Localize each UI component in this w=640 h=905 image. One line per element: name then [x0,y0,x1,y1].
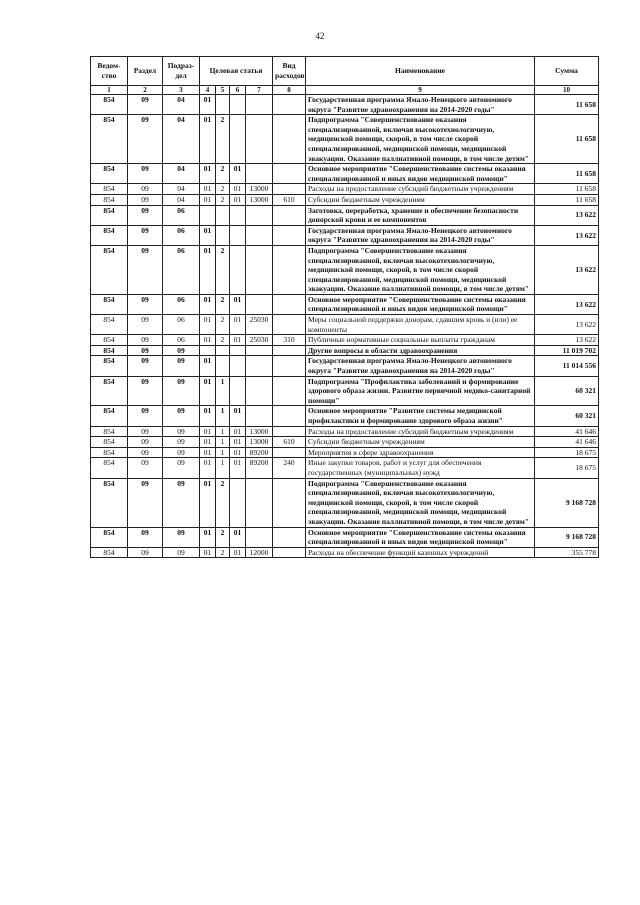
header-row [91,57,599,86]
cell-expense-type [273,205,306,225]
cell-sum: 13 622 [535,225,599,245]
cell-subprogram: 2 [216,294,230,314]
cell-expense-type [273,356,306,376]
cell-name: Подпрограмма "Совершенствование оказания специализированной, включая высокотехнологичную, медицинской помощи, скорой, в том числе скорой специализированной, медицинской помощи, медицинской эвакуации. Оказание паллиативной помощи, в том числе детям" [306,115,535,164]
cell-name: Основное мероприятие "Развитие системы медицинской профилактики и формирование здорового образа жизни" [306,406,535,426]
table-row [91,345,599,356]
cell-expense-type [273,315,306,335]
cell-sum: 13 622 [535,205,599,225]
cell-vedomstvo: 854 [91,437,128,448]
cell-vedomstvo: 854 [91,294,128,314]
table-row [91,437,599,448]
table-row [91,225,599,245]
cell-program: 01 [200,115,216,164]
cell-expense-type [273,376,306,406]
cell-subprogram: 2 [216,194,230,205]
cell-program: 01 [200,458,216,478]
cell-vedomstvo: 854 [91,205,128,225]
cell-vedomstvo: 854 [91,426,128,437]
cell-vedomstvo: 854 [91,478,128,527]
cell-event [230,376,246,406]
col-number: 1 [91,86,128,95]
cell-program: 01 [200,437,216,448]
cell-razdel: 09 [128,184,163,195]
cell-podrazdel: 09 [163,426,200,437]
cell-program: 01 [200,376,216,406]
cell-event: 01 [230,194,246,205]
cell-subprogram: 1 [216,458,230,478]
cell-podrazdel: 04 [163,194,200,205]
cell-razdel: 09 [128,345,163,356]
cell-vedomstvo: 854 [91,184,128,195]
cell-program: 01 [200,356,216,376]
cell-razdel: 09 [128,426,163,437]
cell-podrazdel: 06 [163,335,200,346]
cell-razdel: 09 [128,194,163,205]
cell-expense-type: 240 [273,458,306,478]
cell-vedomstvo: 854 [91,527,128,547]
cell-expense-type: 610 [273,194,306,205]
cell-sum: 11 658 [535,115,599,164]
cell-expense-type [273,164,306,184]
cell-razdel: 09 [128,406,163,426]
cell-subprogram [216,225,230,245]
cell-name: Заготовка, переработка, хранение и обеспечение безопасности донорской крови и ее компонентов [306,205,535,225]
cell-direction [246,376,273,406]
cell-direction [246,205,273,225]
cell-direction [246,95,273,115]
cell-name: Основное мероприятие "Совершенствование системы оказания специализированной и иных видов медицинской помощи" [306,164,535,184]
budget-table [90,56,599,558]
cell-program: 01 [200,478,216,527]
cell-program: 01 [200,335,216,346]
cell-name: Субсидии бюджетным учреждениям [306,194,535,205]
cell-sum: 13 622 [535,245,599,294]
table-row [91,115,599,164]
cell-event [230,356,246,376]
cell-name: Расходы на обеспечение функций казенных учреждений [306,547,535,558]
page-number: 42 [315,31,325,41]
cell-subprogram: 2 [216,245,230,294]
cell-event: 01 [230,294,246,314]
col-number: 8 [273,86,306,95]
cell-razdel: 09 [128,315,163,335]
cell-expense-type [273,547,306,558]
cell-expense-type [273,184,306,195]
cell-vedomstvo: 854 [91,315,128,335]
cell-podrazdel: 06 [163,205,200,225]
cell-direction [246,294,273,314]
cell-podrazdel: 04 [163,184,200,195]
cell-sum: 13 622 [535,335,599,346]
col-number: 3 [163,86,200,95]
cell-expense-type [273,406,306,426]
cell-name: Подпрограмма "Совершенствование оказания специализированной, включая высокотехнологичную, медицинской помощи, скорой, в том числе скорой специализированной, медицинской помощи, медицинской эвакуации. Оказание паллиативной помощи, в том числе детям" [306,478,535,527]
cell-podrazdel: 09 [163,345,200,356]
cell-program [200,205,216,225]
cell-razdel: 09 [128,376,163,406]
cell-name: Подпрограмма "Профилактика заболеваний и формирование здорового образа жизни. Развитие первичной медико-санитарной помощи" [306,376,535,406]
cell-name: Основное мероприятие "Совершенствование системы оказания специализированной и иных видов медицинской помощи" [306,527,535,547]
cell-sum: 18 675 [535,458,599,478]
table-row [91,95,599,115]
col-number: 4 [200,86,216,95]
cell-name: Меры социальной поддержки донорам, сдавшим кровь и (или) ее компоненты [306,315,535,335]
cell-event: 01 [230,458,246,478]
cell-program: 01 [200,426,216,437]
cell-podrazdel: 04 [163,95,200,115]
cell-sum: 60 321 [535,406,599,426]
cell-razdel: 09 [128,115,163,164]
cell-sum: 41 646 [535,437,599,448]
cell-program: 01 [200,447,216,458]
cell-event: 01 [230,184,246,195]
cell-podrazdel: 09 [163,478,200,527]
column-number-row [91,86,599,95]
cell-event [230,205,246,225]
cell-event: 01 [230,437,246,448]
table-row [91,335,599,346]
cell-expense-type [273,294,306,314]
cell-direction [246,345,273,356]
table-row [91,547,599,558]
col-number: 7 [246,86,273,95]
cell-name: Государственная программа Ямало-Ненецкого автономного округа "Развитие здравоохранения на 2014-2020 годы" [306,225,535,245]
cell-expense-type [273,426,306,437]
cell-program: 01 [200,164,216,184]
cell-event: 01 [230,315,246,335]
col-number: 5 [216,86,230,95]
cell-direction [246,356,273,376]
header-vedomstvo: Ведом-ство [91,57,128,86]
header-vid: Вид расходов [273,57,306,86]
cell-name: Субсидии бюджетным учреждениям [306,437,535,448]
cell-program: 01 [200,294,216,314]
table-row [91,447,599,458]
header-name: Наименование [306,57,535,86]
cell-direction: 13000 [246,184,273,195]
cell-podrazdel: 06 [163,294,200,314]
cell-razdel: 09 [128,95,163,115]
cell-subprogram: 2 [216,527,230,547]
cell-expense-type [273,447,306,458]
cell-sum: 11 658 [535,184,599,195]
cell-vedomstvo: 854 [91,376,128,406]
cell-vedomstvo: 854 [91,225,128,245]
cell-podrazdel: 09 [163,447,200,458]
cell-razdel: 09 [128,447,163,458]
cell-direction: 89200 [246,447,273,458]
cell-direction: 89200 [246,458,273,478]
cell-name: Государственная программа Ямало-Ненецкого автономного округа "Развитие здравоохранения на 2014-2020 годы" [306,95,535,115]
cell-direction: 12000 [246,547,273,558]
cell-direction: 25030 [246,335,273,346]
cell-podrazdel: 09 [163,356,200,376]
col-number: 2 [128,86,163,95]
cell-expense-type [273,345,306,356]
cell-name: Государственная программа Ямало-Ненецкого автономного округа "Развитие здравоохранения на 2014-2020 годы" [306,356,535,376]
table-row [91,527,599,547]
cell-subprogram [216,345,230,356]
cell-direction: 25030 [246,315,273,335]
cell-program: 01 [200,406,216,426]
cell-sum: 13 622 [535,294,599,314]
cell-direction [246,164,273,184]
cell-name: Подпрограмма "Совершенствование оказания специализированной, включая высокотехнологичную, медицинской помощи, скорой, в том числе скорой специализированной, медицинской помощи, медицинской эвакуации. Оказание паллиативной помощи, в том числе детям" [306,245,535,294]
cell-sum: 9 168 728 [535,478,599,527]
cell-podrazdel: 04 [163,115,200,164]
cell-subprogram: 2 [216,315,230,335]
cell-vedomstvo: 854 [91,115,128,164]
cell-direction [246,527,273,547]
cell-podrazdel: 09 [163,437,200,448]
cell-subprogram: 1 [216,437,230,448]
cell-sum: 60 321 [535,376,599,406]
cell-direction: 13000 [246,426,273,437]
cell-sum: 41 646 [535,426,599,437]
table-row [91,164,599,184]
cell-event [230,225,246,245]
cell-vedomstvo: 854 [91,458,128,478]
cell-program: 01 [200,315,216,335]
cell-sum: 9 168 728 [535,527,599,547]
table-row [91,245,599,294]
cell-subprogram: 1 [216,376,230,406]
cell-vedomstvo: 854 [91,547,128,558]
table-row [91,406,599,426]
cell-vedomstvo: 854 [91,447,128,458]
cell-direction [246,245,273,294]
cell-expense-type [273,115,306,164]
cell-sum: 11 019 702 [535,345,599,356]
cell-subprogram: 1 [216,447,230,458]
cell-event: 01 [230,335,246,346]
cell-subprogram: 2 [216,184,230,195]
cell-razdel: 09 [128,437,163,448]
table-row [91,315,599,335]
cell-expense-type: 310 [273,335,306,346]
cell-sum: 11 658 [535,194,599,205]
cell-program [200,345,216,356]
col-number: 10 [535,86,599,95]
table-row [91,458,599,478]
table-row [91,205,599,225]
cell-podrazdel: 09 [163,527,200,547]
cell-expense-type [273,95,306,115]
cell-name: Расходы на предоставление субсидий бюджетным учреждениям [306,426,535,437]
cell-vedomstvo: 854 [91,194,128,205]
cell-subprogram: 2 [216,335,230,346]
table-row [91,478,599,527]
cell-event [230,115,246,164]
cell-expense-type: 610 [273,437,306,448]
cell-event: 01 [230,164,246,184]
cell-program: 01 [200,95,216,115]
cell-razdel: 09 [128,205,163,225]
cell-program: 01 [200,194,216,205]
cell-sum: 13 622 [535,315,599,335]
cell-event: 01 [230,547,246,558]
cell-razdel: 09 [128,294,163,314]
cell-podrazdel: 09 [163,547,200,558]
cell-podrazdel: 06 [163,245,200,294]
cell-expense-type [273,245,306,294]
cell-vedomstvo: 854 [91,95,128,115]
table-row [91,376,599,406]
cell-expense-type [273,225,306,245]
cell-name: Основное мероприятие "Совершенствование системы оказания специализированной и иных видов медицинской помощи" [306,294,535,314]
cell-direction: 13000 [246,437,273,448]
cell-program: 01 [200,225,216,245]
table-row [91,194,599,205]
header-sum: Сумма [535,57,599,86]
cell-vedomstvo: 854 [91,406,128,426]
cell-event: 01 [230,426,246,437]
cell-podrazdel: 09 [163,458,200,478]
cell-sum: 18 675 [535,447,599,458]
cell-podrazdel: 09 [163,406,200,426]
cell-name: Публичные нормативные социальные выплаты гражданам [306,335,535,346]
cell-direction [246,225,273,245]
cell-subprogram: 1 [216,406,230,426]
cell-direction [246,115,273,164]
header-razdel: Раздел [128,57,163,86]
cell-program: 01 [200,245,216,294]
cell-vedomstvo: 854 [91,245,128,294]
cell-name: Иные закупки товаров, работ и услуг для обеспечения государственных (муниципальных) нужд [306,458,535,478]
cell-program: 01 [200,527,216,547]
cell-sum: 11 658 [535,164,599,184]
cell-razdel: 09 [128,547,163,558]
cell-expense-type [273,478,306,527]
cell-podrazdel: 06 [163,225,200,245]
table-body [91,95,599,558]
cell-event [230,345,246,356]
cell-razdel: 09 [128,478,163,527]
cell-razdel: 09 [128,245,163,294]
cell-podrazdel: 09 [163,376,200,406]
header-podrazdel: Подраз-дел [163,57,200,86]
col-number: 6 [230,86,246,95]
table-row [91,184,599,195]
cell-event [230,95,246,115]
cell-podrazdel: 06 [163,315,200,335]
cell-subprogram: 2 [216,115,230,164]
cell-sum: 11 014 556 [535,356,599,376]
cell-vedomstvo: 854 [91,345,128,356]
table-row [91,356,599,376]
cell-event: 01 [230,527,246,547]
cell-name: Расходы на предоставление субсидий бюджетным учреждениям [306,184,535,195]
table-row [91,294,599,314]
cell-event: 01 [230,447,246,458]
header-celevaya: Целевая статья [200,57,273,86]
cell-sum: 11 658 [535,95,599,115]
cell-event [230,245,246,294]
cell-vedomstvo: 854 [91,335,128,346]
cell-program: 01 [200,184,216,195]
cell-direction [246,406,273,426]
cell-subprogram [216,356,230,376]
cell-subprogram: 2 [216,478,230,527]
cell-razdel: 09 [128,335,163,346]
cell-subprogram: 2 [216,164,230,184]
cell-subprogram [216,205,230,225]
cell-razdel: 09 [128,356,163,376]
cell-program: 01 [200,547,216,558]
cell-expense-type [273,527,306,547]
cell-razdel: 09 [128,225,163,245]
cell-razdel: 09 [128,458,163,478]
cell-razdel: 09 [128,527,163,547]
col-number: 9 [306,86,535,95]
cell-direction [246,478,273,527]
cell-subprogram: 1 [216,426,230,437]
cell-vedomstvo: 854 [91,356,128,376]
cell-event [230,478,246,527]
cell-sum: 355 778 [535,547,599,558]
cell-event: 01 [230,406,246,426]
cell-vedomstvo: 854 [91,164,128,184]
table-row [91,426,599,437]
cell-podrazdel: 04 [163,164,200,184]
cell-direction: 13000 [246,194,273,205]
cell-name: Другие вопросы в области здравоохранения [306,345,535,356]
cell-name: Мероприятия в сфере здравоохранения [306,447,535,458]
cell-razdel: 09 [128,164,163,184]
cell-subprogram [216,95,230,115]
cell-subprogram: 2 [216,547,230,558]
